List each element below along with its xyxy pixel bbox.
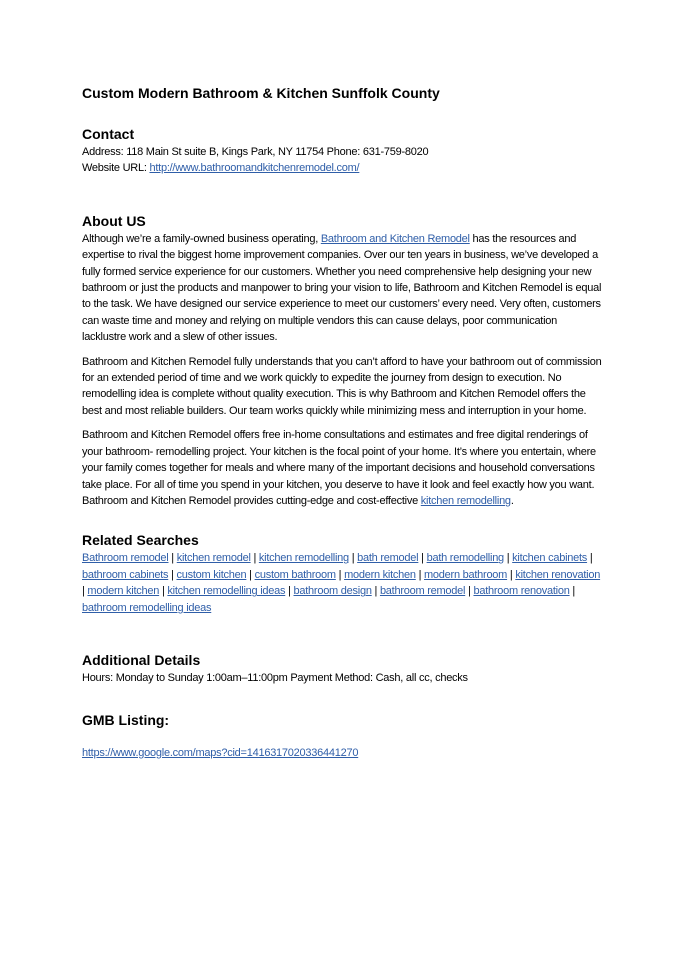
about-p1-text-end: has the resources and expertise to rival the biggest home improvement companies. Over our ten years in business, we’ve developed a fully formed service experience for our customers. Whether you need comprehensive help designing your new bathroom or just the products and manpower to bring your vision to life, Bathroom and Kitchen Remodel is equal to the task. We have designed our service experience to meet our customers’ every need. Very often, customers can waste time and money and relying on multiple vendors this can cause delays, poor communication lacklustre work and a slew of other issues. [82,232,602,344]
link-separator: | [335,568,345,581]
link-separator: | [371,585,380,598]
related-search-link[interactable]: custom bathroom [254,568,336,581]
link-separator: | [159,585,168,598]
related-search-link[interactable]: kitchen remodelling ideas [167,585,286,598]
about-paragraph-1 [82,231,602,346]
gmb-section [82,712,602,761]
related-search-link[interactable]: bathroom design [293,585,372,598]
contact-website-line [82,160,602,176]
link-separator: | [250,552,259,565]
gmb-heading: GMB Listing: [82,711,170,728]
related-search-link[interactable]: modern kitchen [87,585,160,598]
kitchen-remodelling-link[interactable]: kitchen remodelling [420,494,511,507]
related-search-link[interactable]: kitchen renovation [515,568,601,581]
link-separator: | [168,552,177,565]
link-separator: | [168,568,177,581]
related-search-link[interactable]: bathroom cabinets [82,568,169,581]
link-separator: | [569,585,576,598]
related-search-link[interactable]: kitchen remodel [176,552,251,565]
gmb-link-line [82,745,602,761]
related-search-link[interactable]: bath remodel [357,552,419,565]
link-separator: | [82,585,88,598]
related-heading: Related Searches [82,532,199,549]
about-p3-text-end: . [510,494,514,507]
gmb-link[interactable]: https://www.google.com/maps?cid=1416317020336441270 [82,746,359,759]
about-p3-text-start: Bathroom and Kitchen Remodel offers free in-home consultations and estimates and free digital renderings of your bathroom- remodelling project. Your kitchen is the focal point of your home. It’s where you entertain, where your family comes together for meals and where many of the important decisions and household conversations take place. For all of time you spend in your kitchen, you deserve to have it look and feel exactly how you want. Bathroom and Kitchen Remodel provides cutting-edge and cost-effective [82,429,596,507]
website-link[interactable]: http://www.bathroomandkitchenremodel.com/ [149,162,360,175]
about-heading: About US [82,212,146,229]
details-heading: Additional Details [82,652,201,669]
related-search-link[interactable]: kitchen cabinets [512,552,588,565]
about-section [82,213,602,510]
link-separator: | [285,585,294,598]
related-search-link[interactable]: custom kitchen [176,568,247,581]
related-search-link[interactable]: modern kitchen [344,568,416,581]
link-separator: | [587,552,593,565]
link-separator: | [503,552,513,565]
link-separator: | [465,585,474,598]
about-paragraph-2: Bathroom and Kitchen Remodel fully understands that you can’t afford to have your bathroom out of commission for an extended period of time and we work quickly to expedite the journey from design to execution. No remodelling idea is complete without quality execution. This is why Bathroom and Kitchen Remodel offers the best and most reliable builders. Our team works quickly while minimizing mess and interruption in your home. [82,355,602,417]
link-separator: | [246,568,255,581]
document-body [82,84,602,761]
link-separator: | [415,568,425,581]
related-search-link[interactable]: bath remodelling [426,552,504,565]
contact-section [82,126,602,177]
website-label: Website URL: [82,162,150,175]
link-separator: | [348,552,358,565]
related-search-link[interactable]: bathroom remodelling ideas [82,601,212,614]
contact-heading: Contact [82,126,135,142]
about-paragraph-3 [82,427,602,509]
related-links-list [82,550,602,616]
contact-address: Address: 118 Main St suite B, Kings Park, NY 11754 Phone: 631-759-8020 [82,146,429,158]
related-search-link[interactable]: kitchen remodelling [258,552,349,565]
related-searches-section [82,532,602,616]
related-search-link[interactable]: bathroom renovation [473,585,570,598]
related-search-link[interactable]: modern bathroom [424,568,508,581]
link-separator: | [418,552,427,565]
related-search-link[interactable]: bathroom remodel [379,585,466,598]
page-title: Custom Modern Bathroom & Kitchen Sunffolk County [82,85,440,101]
about-company-link[interactable]: Bathroom and Kitchen Remodel [320,232,470,245]
about-p1-text-start: Although we’re a family-owned business operating, [82,232,321,245]
link-separator: | [507,568,516,581]
additional-details-section [82,652,602,686]
related-search-link[interactable]: Bathroom remodel [82,552,169,565]
details-hours-payment: Hours: Monday to Sunday 1:00am–11:00pm Payment Method: Cash, all cc, checks [82,672,468,685]
